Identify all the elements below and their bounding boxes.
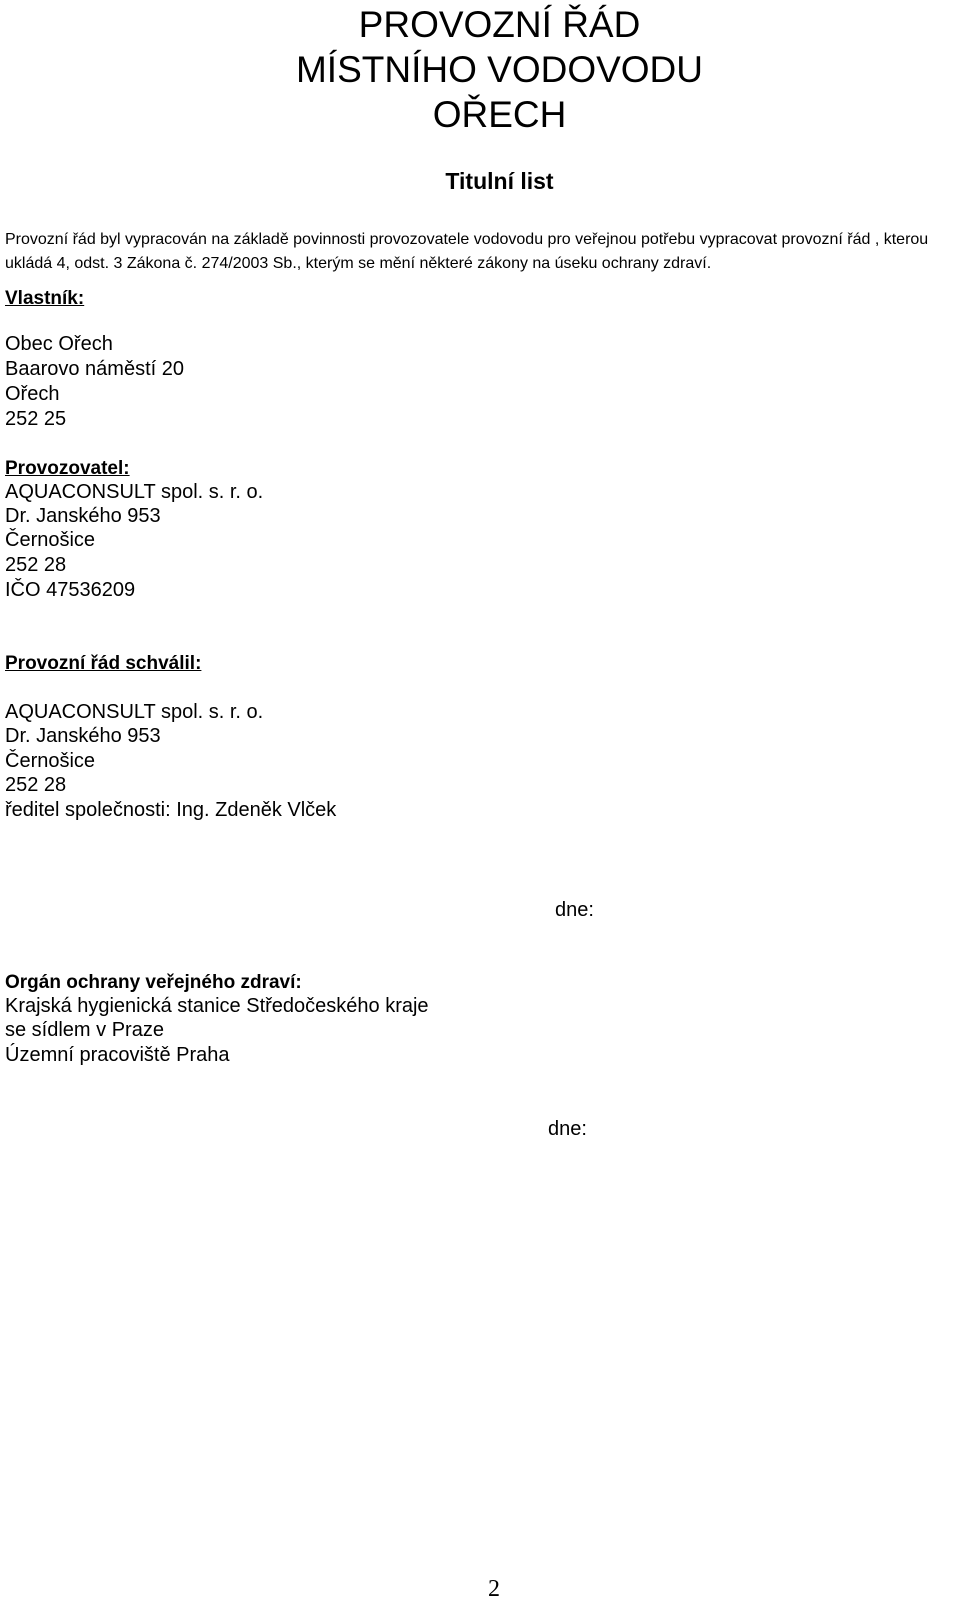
owner-line: 252 25 xyxy=(5,408,67,430)
health-authority-date-label: dne: xyxy=(548,1118,587,1140)
approved-line: ředitel společnosti: Ing. Zdeněk Vlček xyxy=(5,799,337,821)
operator-heading: Provozovatel: xyxy=(5,458,130,479)
approved-line: AQUACONSULT spol. s. r. o. xyxy=(5,701,264,723)
page-number: 2 xyxy=(488,1576,500,1602)
approved-line: 252 28 xyxy=(5,774,67,796)
subtitle: Titulní list xyxy=(445,168,554,194)
owner-line: Ořech xyxy=(5,383,60,405)
approved-line: Černošice xyxy=(5,750,96,772)
approved-date-label: dne: xyxy=(555,899,594,921)
title-line-2: MÍSTNÍHO VODOVODU xyxy=(295,49,704,90)
health-authority-line: Krajská hygienická stanice Středočeského kraje xyxy=(5,995,429,1017)
title-line-3: OŘECH xyxy=(432,94,567,135)
approved-heading: Provozní řád schválil: xyxy=(5,653,202,674)
owner-heading: Vlastník: xyxy=(5,288,85,309)
health-authority-heading: Orgán ochrany veřejného zdraví: xyxy=(5,972,302,993)
operator-line: Dr. Janského 953 xyxy=(5,505,161,527)
approved-line: Dr. Janského 953 xyxy=(5,725,161,747)
operator-line: IČO 47536209 xyxy=(5,579,136,601)
title-line-1: PROVOZNÍ ŘÁD xyxy=(358,4,641,45)
owner-line: Obec Ořech xyxy=(5,333,113,355)
operator-line: 252 28 xyxy=(5,554,67,576)
operator-line: Černošice xyxy=(5,529,96,551)
intro-paragraph: Provozní řád byl vypracován na základě povinnosti provozovatele vodovodu pro veřejnou potřebu vypracovat provozní řád , kterou ukládá 4, odst. 3 Zákona č. 274/2003 Sb., kterým se mění některé zákony na úseku ochrany zdraví. xyxy=(5,231,929,272)
owner-line: Baarovo náměstí 20 xyxy=(5,358,184,380)
health-authority-line: Územní pracoviště Praha xyxy=(5,1044,230,1066)
health-authority-line: se sídlem v Praze xyxy=(5,1019,164,1041)
operator-line: AQUACONSULT spol. s. r. o. xyxy=(5,481,264,503)
